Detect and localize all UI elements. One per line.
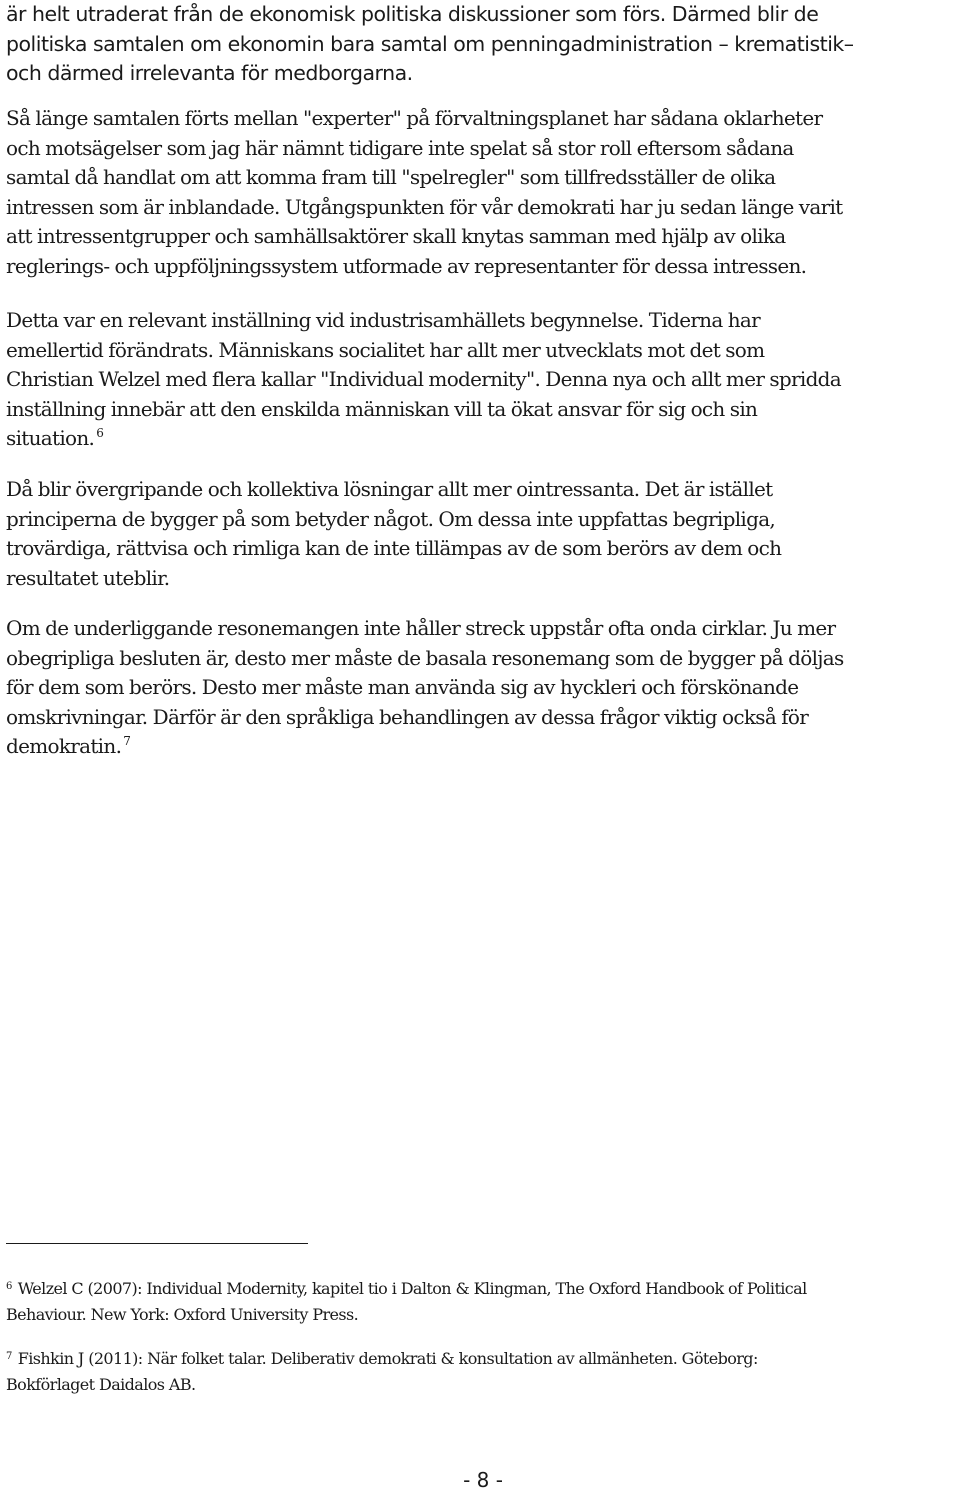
- footnote-reference[interactable]: 7: [123, 734, 131, 749]
- text-line: Bokförlaget Daidalos AB.: [6, 1374, 196, 1394]
- text-line: politiska samtalen om ekonomin bara samtal om penningadministration – krematistik–: [6, 31, 854, 56]
- text-line: reglerings- och uppföljningssystem utformade av representanter för dessa intressen.: [6, 253, 807, 278]
- text-fragment: situation.: [6, 426, 95, 451]
- text-line: samtal då handlat om att komma fram till "spelregler" som tillfredsställer de olika: [6, 165, 776, 190]
- footnote-mark: 7: [6, 1351, 12, 1362]
- text-fragment: Fishkin J (2011): När folket talar. Deliberativ demokrati & konsultation av allmänheten. Göteborg:: [17, 1349, 758, 1368]
- text-line: Detta var en relevant inställning vid industrisamhällets begynnelse. Tiderna har: [6, 308, 761, 332]
- footnote: [6, 1346, 958, 1397]
- text-line: för dem som berörs. Desto mer måste man använda sig av hyckleri och förskönande: [6, 675, 799, 700]
- text-line: resultatet uteblir.: [6, 565, 170, 590]
- text-line: och därmed irrelevanta för medborgarna.: [6, 61, 413, 85]
- page-number: - 8 -: [463, 1468, 503, 1492]
- text-line: Så länge samtalen förts mellan "experter" på förvaltningsplanet har sådana oklarheter: [6, 106, 823, 130]
- text-line: [6, 424, 958, 454]
- text-line: emellertid förändrats. Människans socialitet har allt mer utvecklats mot det som: [6, 337, 765, 362]
- footnote: [6, 1276, 958, 1327]
- text-line: Christian Welzel med flera kallar "Individual modernity". Denna nya och allt mer spridda: [6, 367, 842, 392]
- footnote-mark: 6: [6, 1281, 12, 1292]
- text-line: Om de underliggande resonemangen inte håller streck uppstår ofta onda cirklar. Ju mer: [6, 616, 836, 640]
- text-line: Då blir övergripande och kollektiva lösningar allt mer ointressanta. Det är istället: [6, 477, 773, 501]
- paragraph: [6, 475, 958, 593]
- text-line: inställning innebär att den enskilda människan vill ta ökat ansvar för sig och sin: [6, 396, 758, 421]
- paragraph: [6, 306, 958, 454]
- text-line: intressen som är inblandade. Utgångspunkten för vår demokrati har ju sedan länge varit: [6, 194, 843, 219]
- footnote-separator: [6, 1243, 308, 1244]
- text-line: att intressentgrupper och samhällsaktörer skall knytas samman med hjälp av olika: [6, 224, 786, 249]
- text-line: omskrivningar. Därför är den språkliga behandlingen av dessa frågor viktig också för: [6, 704, 809, 729]
- text-line: Behaviour. New York: Oxford University Press.: [6, 1304, 359, 1324]
- text-line: principerna de bygger på som betyder något. Om dessa inte uppfattas begripliga,: [6, 506, 776, 531]
- text-line: trovärdiga, rättvisa och rimliga kan de inte tillämpas av de som berörs av dem och: [6, 536, 782, 561]
- text-fragment: Welzel C (2007): Individual Modernity, kapitel tio i Dalton & Klingman, The Oxford Handbook of Political: [17, 1279, 807, 1298]
- text-line: och motsägelser som jag här nämnt tidigare inte spelat så stor roll eftersom sådana: [6, 135, 794, 160]
- text-line: [6, 1346, 958, 1372]
- text-line: [6, 732, 958, 762]
- text-line: obegripliga besluten är, desto mer måste de basala resonemang som de bygger på döljas: [6, 645, 844, 670]
- text-line: är helt utraderat från de ekonomisk politiska diskussioner som förs. Därmed blir de: [6, 2, 819, 26]
- footnote-reference[interactable]: 6: [96, 426, 104, 441]
- paragraph: [6, 614, 958, 762]
- paragraph: [6, 104, 958, 282]
- text-line: [6, 1276, 958, 1302]
- text-fragment: demokratin.: [6, 734, 122, 759]
- continued-paragraph: [6, 0, 956, 89]
